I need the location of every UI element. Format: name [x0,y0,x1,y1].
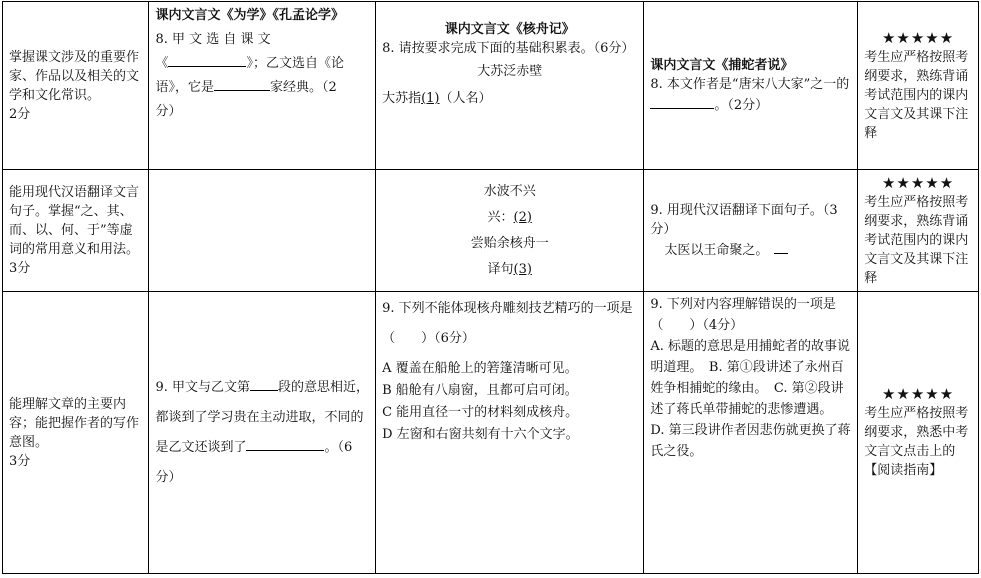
question-cell [149,292,376,574]
question-cell [376,2,644,170]
question-cell [149,2,376,170]
question-text: 9. 用现代汉语翻译下面句子。（3分） [650,203,838,237]
answer-blank[interactable] [168,52,246,67]
option-a[interactable]: A 覆盖在船舱上的箬篷清晰可见。 [382,361,578,376]
objective-text: 能用现代汉语翻译文言句子。掌握“之、其、而、以、何、于”等虚词的常用意义和用法。 [9,185,140,257]
option-d[interactable]: D 左窗和右窗共刻有十六个文字。 [382,427,579,442]
question-line: 《 [155,56,169,71]
option-b[interactable]: B 船舱有八扇窗，且都可启可闭。 [382,383,578,398]
note-text: 考生应严格按照考纲要求，熟练背诵考试范围内的课内文言文及其课下注释 [864,49,969,141]
fill-label: 译句 [487,261,514,277]
fill-label: 大苏指 [382,91,422,106]
question-text: 9. 下列对内容理解错误的一项是（ ）（4分） [650,297,836,333]
note-cell [858,2,979,170]
question-text [650,75,851,115]
question-line: 家经典。（2 [269,80,337,95]
star-rating: ★★★★★ [881,385,955,403]
cell-heading: 课内文言文《核舟记》 [444,22,575,37]
fill-line [382,257,637,283]
score-text: 3分 [9,453,31,469]
sentence-text: 太医以王命聚之。 [664,243,769,258]
objective-cell [3,292,149,574]
source-phrase: 水波不兴 [483,183,536,199]
source-sentence [650,239,851,260]
question-line: 语》，它是 [155,80,214,95]
question-text: 9. 下列不能体现核舟雕刻技艺精巧的一项是（ ）（6分） [382,301,633,346]
answer-blank[interactable] [214,76,270,91]
source-phrase: 尝贻余核舟一 [470,235,549,251]
answer-blank[interactable] [774,239,788,254]
question-text [155,52,369,76]
objective-cell [3,2,149,170]
answer-blank[interactable]: (1) [421,91,440,106]
note-cell [858,170,979,292]
question-line: 段的意思相近，都谈到了学习贵在主动进取，不同的是乙文还谈到了 [155,379,370,455]
star-rating: ★★★★★ [881,173,955,192]
note-cell [858,292,979,574]
answer-blank[interactable] [246,436,324,451]
question-line: 》；乙文选自《论 [246,56,344,71]
table-row [3,170,979,292]
question-text: 8. 请按要求完成下面的基础积累表。（6分） [382,41,635,56]
question-cell [644,2,858,170]
answer-blank[interactable] [250,376,278,391]
question-cell [376,170,644,292]
objective-text: 能理解文章的主要内容；能把握作者的写作意图。 [9,396,140,450]
fill-label: （人名） [439,91,492,106]
question-cell [376,292,644,574]
question-line: 8. 甲 文 选 自 课 文 [155,32,271,47]
table-row [3,2,979,170]
fill-line [382,205,637,231]
star-rating: ★★★★★ [881,28,955,47]
question-cell [644,292,858,574]
question-text [155,76,369,100]
cell-heading: 课内文言文《为学》《孔孟论学》 [155,8,344,23]
question-line: 。（2分） [714,98,769,113]
question-line: 。（6分） [155,439,353,485]
question-text [155,28,369,52]
source-phrase: 大苏泛赤壁 [477,64,543,79]
score-text: 3分 [9,261,31,276]
empty-cell [149,170,376,292]
options-text: A. 标题的意思是用捕蛇者的故事说明道理。 B. 第①段讲述了永州百姓争相捕蛇的缘由。 C. 第②段讲述了蒋氏单带捕蛇的悲惨遭遇。 D. 第三段讲作者因悲伤就更换了蒋氏之役。 [650,339,851,459]
note-text: 考生应严格按照考纲要求，熟悉中考文言文点击上的【阅读指南】 [864,406,969,478]
answer-blank[interactable] [650,94,714,109]
objective-text: 掌握课文涉及的重要作家、作品以及相关的文学和文化常识。 [9,49,140,103]
fill-label: 兴： [487,209,514,225]
answer-blank[interactable]: (3) [513,261,532,277]
question-line: 8. 本文作者是“唐宋八大家”之一的 [650,77,850,92]
answer-blank[interactable]: (2) [513,209,532,225]
question-text: 分） [155,104,182,119]
option-c[interactable]: C 能用直径一寸的材料刻成核舟。 [382,405,579,420]
objective-cell [3,170,149,292]
fill-line [382,89,637,108]
question-cell [644,170,858,292]
question-line: 9. 甲文与乙文第 [155,379,250,395]
note-text: 考生应严格按照考纲要求，熟练背诵考试范围内的课内文言文及其课下注释 [864,194,969,286]
exam-table [2,1,979,574]
cell-heading: 课内文言文《捕蛇者说》 [650,58,794,73]
score-text: 2分 [9,106,31,122]
table-row [3,292,979,574]
